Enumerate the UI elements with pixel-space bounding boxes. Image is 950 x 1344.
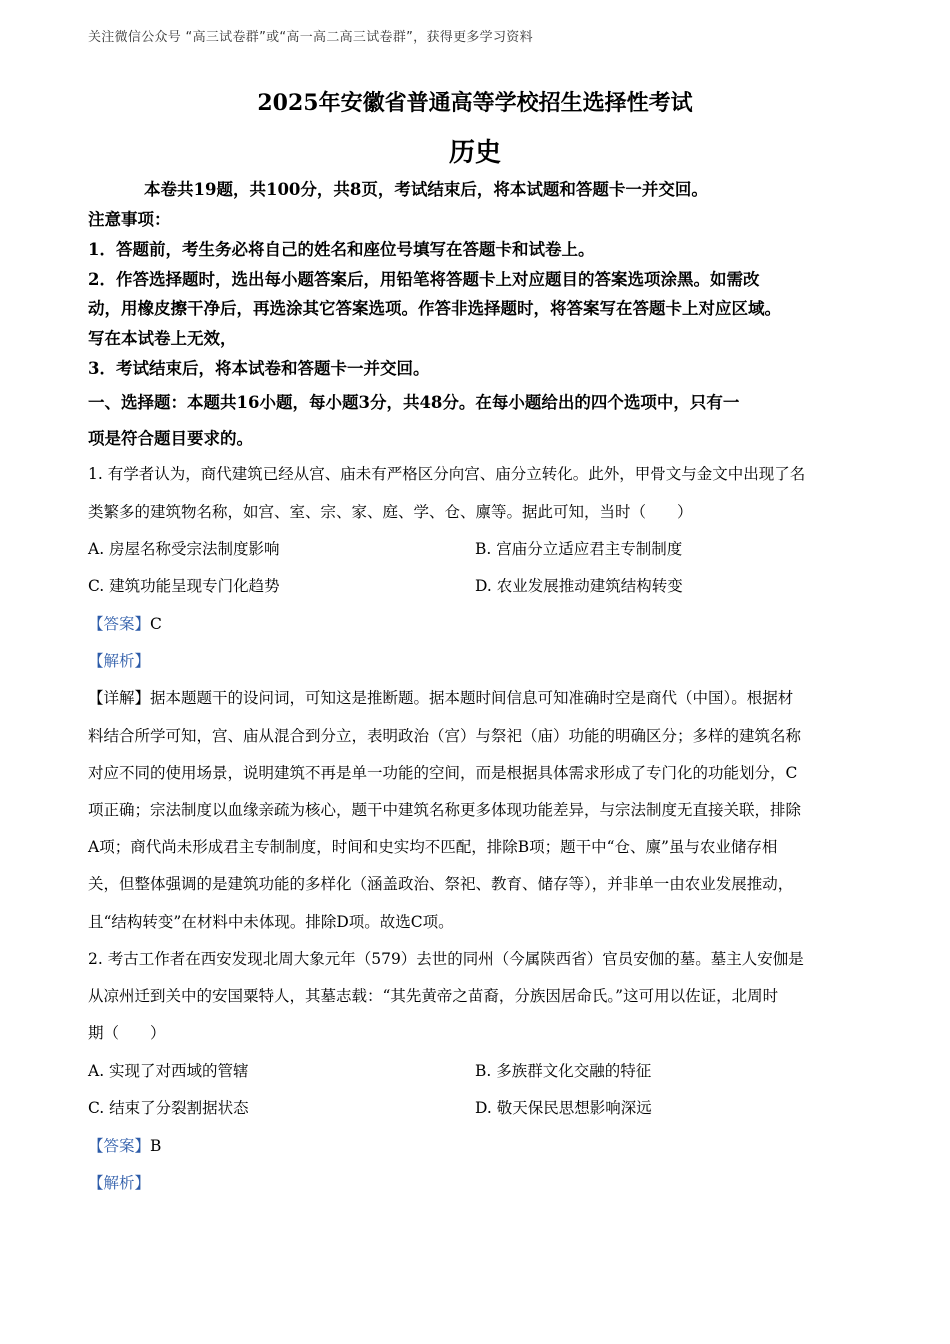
q1-stem-line-2: 类繁多的建筑物名称，如宫、室、宗、家、庭、学、仓、廪等。据此可知，当时（ ） bbox=[88, 503, 693, 521]
q1-detail-tag: 【详解】 bbox=[88, 689, 151, 707]
q2-stem-line-1: 2. 考古工作者在西安发现北周大象元年（579）去世的同州（今属陕西省）官员安伽的墓。墓主人安伽是 bbox=[88, 950, 804, 968]
notice-item-1: 1．答题前，考生务必将自己的姓名和座位号填写在答题卡和试卷上。 bbox=[88, 240, 595, 259]
header-note: 关注微信公众号 “高三试卷群”或“高一高二高三试卷群”，获得更多学习资料 bbox=[88, 30, 533, 45]
q1-detail-line-4: 项正确；宗法制度以血缘亲疏为核心，题干中建筑名称更多体现功能差异，与宗法制度无直接关联，排除 bbox=[88, 801, 802, 819]
q2-stem-line-3: 期（ ） bbox=[88, 1024, 166, 1042]
exam-subject: 历史 bbox=[448, 138, 501, 168]
exam-title: 2025年安徽省普通高等学校招生选择性考试 bbox=[257, 90, 693, 116]
q1-stem-line-1: 1. 有学者认为，商代建筑已经从宫、庙未有严格区分向宫、庙分立转化。此外，甲骨文与金文中出现了名 bbox=[88, 465, 806, 483]
q1-detail-text-1: 据本题题干的设问词，可知这是推断题。据本题时间信息可知准确时空是商代（中国）。根据材 bbox=[150, 689, 794, 707]
q2-answer-value: B bbox=[150, 1137, 162, 1155]
section-heading-line-1: 一、选择题：本题共16小题，每小题3分，共48分。在每小题给出的四个选项中，只有一 bbox=[88, 393, 740, 412]
q1-detail-line-5: A项；商代尚未形成君主专制制度，时间和史实均不匹配，排除B项；题干中“仓、廪”虽与农业储存相 bbox=[88, 838, 778, 856]
q1-analysis-tag: 【解析】 bbox=[88, 652, 151, 670]
q1-detail-line-3: 对应不同的使用场景，说明建筑不再是单一功能的空间，而是根据具体需求形成了专门化的功能划分，C bbox=[88, 764, 798, 782]
notice-item-2-line-1: 2．作答选择题时，选出每小题答案后，用铅笔将答题卡上对应题目的答案选项涂黑。如需改 bbox=[88, 270, 760, 289]
q2-option-c: C. 结束了分裂割据状态 bbox=[88, 1099, 249, 1117]
exam-intro: 本卷共19题，共100分，共8页，考试结束后，将本试题和答题卡一并交回。 bbox=[144, 180, 708, 199]
notice-heading: 注意事项： bbox=[88, 210, 171, 229]
q2-answer-tag: 【答案】 bbox=[88, 1137, 151, 1155]
q2-analysis-tag: 【解析】 bbox=[88, 1174, 151, 1192]
q2-answer bbox=[88, 1134, 863, 1156]
q2-stem-line-2: 从凉州迁到关中的安国粟特人，其墓志载：“其先黄帝之苗裔，分族因居命氏。”这可用以佐证，北周时 bbox=[88, 987, 779, 1005]
q2-option-d: D. 敬天保民思想影响深远 bbox=[475, 1099, 652, 1117]
q1-answer-tag: 【答案】 bbox=[88, 615, 151, 633]
q1-option-b: B. 宫庙分立适应君主专制制度 bbox=[475, 540, 683, 558]
q1-option-c: C. 建筑功能呈现专门化趋势 bbox=[88, 577, 280, 595]
notice-item-2-line-3: 写在本试卷上无效， bbox=[88, 329, 237, 348]
q1-option-d: D. 农业发展推动建筑结构转变 bbox=[475, 577, 683, 595]
notice-item-2-line-2: 动，用橡皮擦干净后，再选涂其它答案选项。作答非选择题时，将答案写在答题卡上对应区域。 bbox=[88, 299, 781, 318]
q1-answer-value: C bbox=[150, 615, 162, 633]
section-heading-line-2: 项是符合题目要求的。 bbox=[88, 429, 253, 448]
q1-detail-line-6: 关，但整体强调的是建筑功能的多样化（涵盖政治、祭祀、教育、储存等），并非单一由农业发展推动， bbox=[88, 875, 794, 893]
notice-item-3: 3．考试结束后，将本试卷和答题卡一并交回。 bbox=[88, 359, 430, 378]
q1-detail-line-1 bbox=[88, 686, 863, 708]
q1-detail-line-7: 且“结构转变”在材料中未体现。排除D项。故选C项。 bbox=[88, 913, 454, 931]
q2-option-a: A. 实现了对西域的管辖 bbox=[88, 1062, 249, 1080]
q2-option-b: B. 多族群文化交融的特征 bbox=[475, 1062, 652, 1080]
q1-answer bbox=[88, 612, 863, 634]
q1-option-a: A. 房屋名称受宗法制度影响 bbox=[88, 540, 280, 558]
q1-detail-line-2: 料结合所学可知，宫、庙从混合到分立，表明政治（宫）与祭祀（庙）功能的明确区分；多样的建筑名称 bbox=[88, 727, 802, 745]
